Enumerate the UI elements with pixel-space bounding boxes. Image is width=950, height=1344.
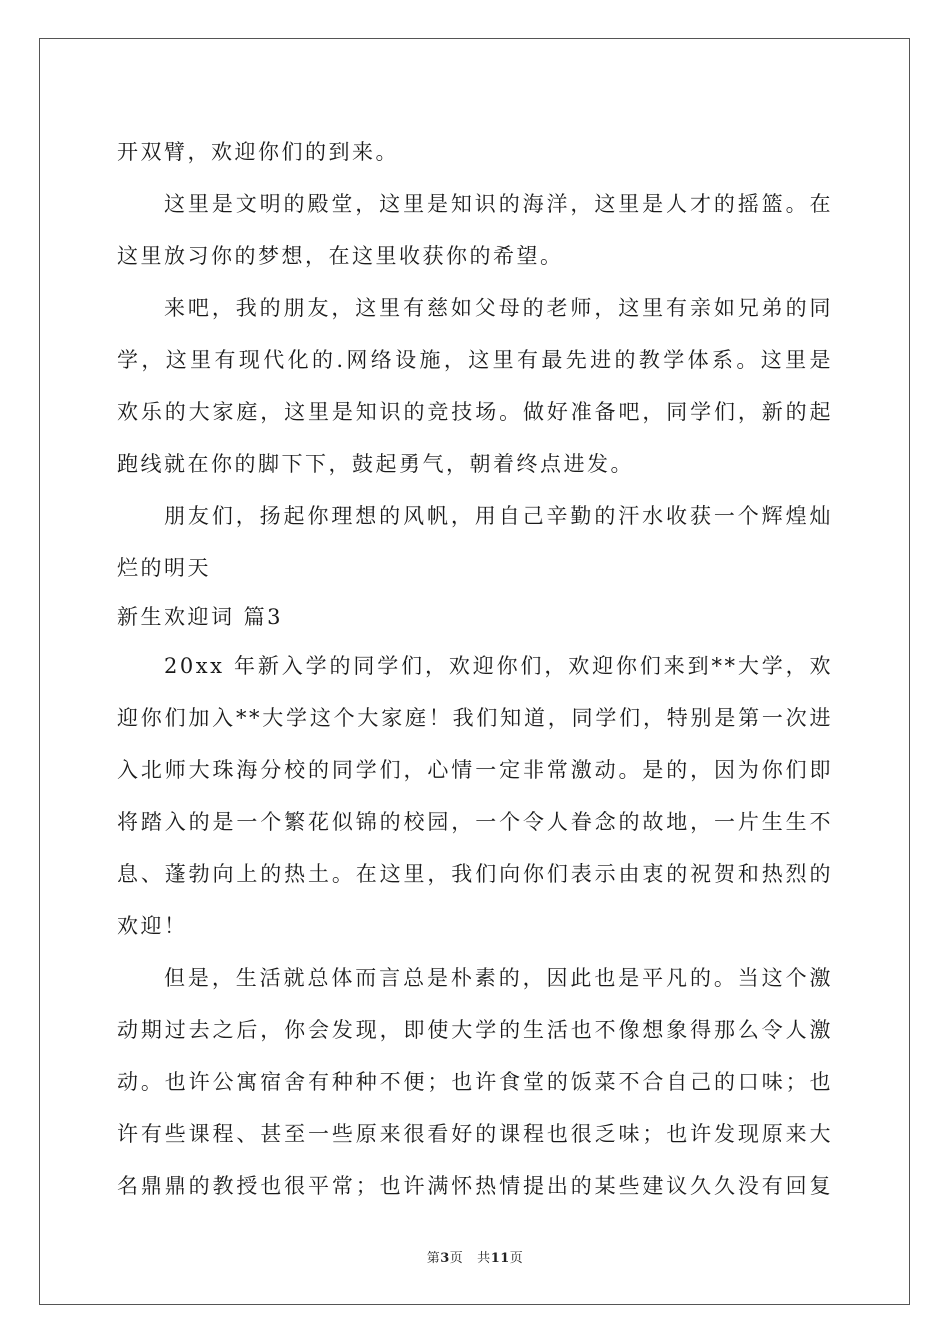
text-line: 将踏入的是一个繁花似锦的校园，一个令人眷念的故地，一片生生不: [117, 810, 833, 834]
text-line: 跑线就在你的脚下下，鼓起勇气，朝着终点进发。: [117, 452, 634, 476]
text-line: 欢乐的大家庭，这里是知识的竞技场。做好准备吧，同学们，新的起: [117, 400, 833, 424]
text-line: 朋友们，扬起你理想的风帆，用自己辛勤的汗水收获一个辉煌灿: [164, 504, 833, 528]
text-line: 名鼎鼎的教授也很平常；也许满怀热情提出的某些建议久久没有回复: [117, 1174, 833, 1198]
footer-page-number: 3: [440, 1251, 450, 1266]
text-line: 迎你们加入**大学这个大家庭！我们知道，同学们，特别是第一次进: [117, 706, 833, 730]
document-body: [117, 126, 833, 1212]
text-line: 这里是文明的殿堂，这里是知识的海洋，这里是人才的摇篮。在: [164, 192, 833, 216]
text-line: 来吧，我的朋友，这里有慈如父母的老师，这里有亲如兄弟的同: [164, 296, 833, 320]
footer-total-pages: 11: [490, 1251, 510, 1266]
footer-total-suffix: 页: [509, 1251, 524, 1266]
text-line: 这里放习你的梦想，在这里收获你的希望。: [117, 244, 564, 268]
text-line: 息、蓬勃向上的热土。在这里，我们向你们表示由衷的祝贺和热烈的: [117, 862, 833, 886]
footer-total-prefix: 共: [477, 1251, 491, 1266]
text-line: 20xx 年新入学的同学们，欢迎你们，欢迎你们来到**大学，欢: [164, 654, 833, 678]
page-footer: [0, 1247, 950, 1266]
text-line: 许有些课程、甚至一些原来很看好的课程也很乏味；也许发现原来大: [117, 1122, 833, 1146]
text-line: 但是，生活就总体而言总是朴素的，因此也是平凡的。当这个激: [164, 966, 833, 990]
footer-page-suffix: 页: [449, 1251, 464, 1266]
text-line: 欢迎！: [117, 914, 188, 938]
text-line: 入北师大珠海分校的同学们，心情一定非常激动。是的，因为你们即: [117, 758, 833, 782]
text-line: 学，这里有现代化的.网络设施，这里有最先进的教学体系。这里是: [117, 348, 833, 372]
text-line: 动。也许公寓宿舍有种种不便；也许食堂的饭菜不合自己的口味；也: [117, 1070, 833, 1094]
text-line: 开双臂，欢迎你们的到来。: [117, 140, 399, 164]
section-heading: 新生欢迎词 篇3: [117, 605, 284, 629]
footer-page-prefix: 第: [426, 1251, 441, 1266]
text-line: 动期过去之后，你会发现，即使大学的生活也不像想象得那么令人激: [117, 1018, 833, 1042]
text-line: 烂的明天: [117, 556, 211, 580]
